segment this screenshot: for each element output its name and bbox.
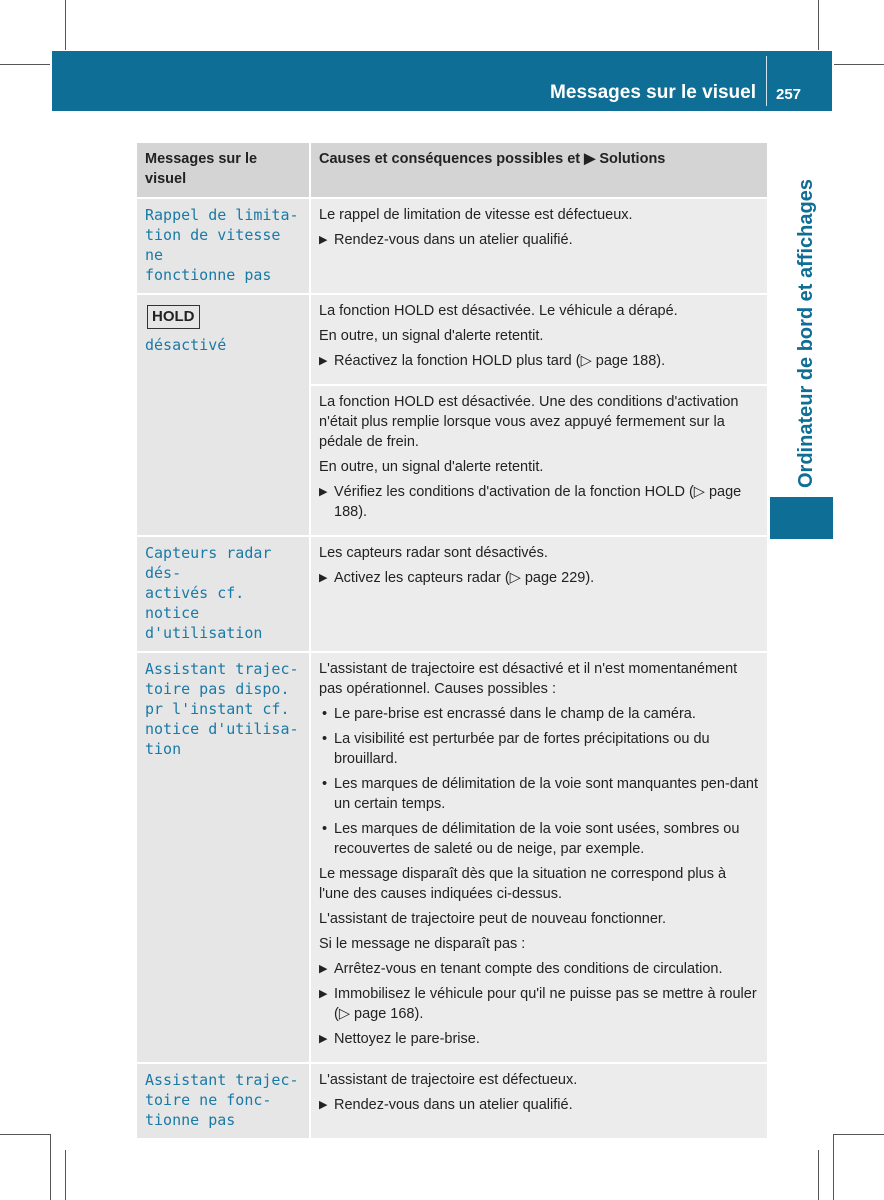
step-text: Immobilisez le véhicule pour qu'il ne puisse pas se mettre à rouler (▷ page 168). xyxy=(334,986,757,1022)
step-text: Les marques de délimitation de la voie sont manquantes pen-dant un certain temps. xyxy=(334,776,758,812)
chapter-tab-marker xyxy=(770,497,833,539)
display-message: désactivé xyxy=(145,336,227,354)
hold-indicator: HOLD xyxy=(147,305,200,329)
solution-step xyxy=(319,482,759,522)
table-row xyxy=(137,198,767,294)
step-text: Rendez-vous dans un atelier qualifié. xyxy=(334,232,573,248)
solution-step xyxy=(319,568,759,588)
step-text: Vérifiez les conditions d'activation de la fonction HOLD (▷ page 188). xyxy=(334,484,742,520)
cause-text: Le rappel de limitation de vitesse est défectueux. xyxy=(319,207,633,223)
table-header-row xyxy=(137,143,767,198)
cause-cell xyxy=(310,536,767,652)
cause-text: L'assistant de trajectoire est défectueux. xyxy=(319,1072,578,1088)
column-header-causes: Causes et conséquences possibles et ▶ Solutions xyxy=(310,143,767,198)
arrow-icon: ▶ xyxy=(319,988,328,1000)
arrow-icon: ▶ xyxy=(319,1099,328,1111)
cause-text: Les capteurs radar sont désactivés. xyxy=(319,545,548,561)
step-text: Réactivez la fonction HOLD plus tard (▷ page 188). xyxy=(334,353,666,369)
column-header-messages: Messages sur le visuel xyxy=(137,143,310,198)
cause-cell xyxy=(310,198,767,294)
message-cell xyxy=(137,652,310,1063)
bullet-icon: • xyxy=(322,776,328,792)
display-message: Capteurs radar dés- activés cf. notice d'utilisation xyxy=(145,544,272,642)
bullet-icon: • xyxy=(322,706,328,722)
cause-bullet xyxy=(319,704,759,724)
display-message: Rappel de limita- tion de vitesse ne fonctionne pas xyxy=(145,206,299,284)
solution-step xyxy=(319,984,759,1024)
step-text: Nettoyez le pare-brise. xyxy=(334,1031,480,1047)
arrow-icon: ▶ xyxy=(319,355,328,367)
crop-mark xyxy=(818,1150,819,1200)
step-text: Arrêtez-vous en tenant compte des conditions de circulation. xyxy=(334,961,723,977)
crop-mark xyxy=(833,1134,834,1200)
display-message: Assistant trajec- toire ne fonc- tionne pas xyxy=(145,1071,299,1129)
cause-text: L'assistant de trajectoire est désactivé et il n'est momentanément pas opérationnel. Causes possibles : xyxy=(319,661,738,697)
cause-text: En outre, un signal d'alerte retentit. xyxy=(319,459,544,475)
page-title: Messages sur le visuel xyxy=(550,82,756,103)
messages-table xyxy=(137,143,767,1140)
cause-bullet xyxy=(319,729,759,769)
cause-cell xyxy=(310,1063,767,1139)
cause-text: Si le message ne disparaît pas : xyxy=(319,936,526,952)
step-text: Les marques de délimitation de la voie sont usées, sombres ou recouvertes de saleté ou de neige, par exemple. xyxy=(334,821,740,857)
cause-bullet xyxy=(319,819,759,859)
chapter-tab-label: Ordinateur de bord et affichages xyxy=(795,179,817,488)
table-row xyxy=(137,294,767,385)
page-number: 257 xyxy=(776,86,802,103)
step-text: Le pare-brise est encrassé dans le champ de la caméra. xyxy=(334,706,696,722)
cause-text: La fonction HOLD est désactivée. Le véhicule a dérapé. xyxy=(319,303,678,319)
crop-mark xyxy=(834,1134,884,1135)
table-row xyxy=(137,536,767,652)
crop-mark xyxy=(818,0,819,50)
arrow-icon: ▶ xyxy=(319,1033,328,1045)
table-row xyxy=(137,652,767,1063)
cause-text: Le message disparaît dès que la situation ne correspond plus à l'une des causes indiquées ci-dessus. xyxy=(319,866,727,902)
crop-mark xyxy=(834,64,884,65)
cause-text: En outre, un signal d'alerte retentit. xyxy=(319,328,544,344)
bullet-icon: • xyxy=(322,821,328,837)
step-text: La visibilité est perturbée par de fortes précipitations ou du brouillard. xyxy=(334,731,710,767)
cause-text: La fonction HOLD est désactivée. Une des conditions d'activation n'était plus remplie lorsque vous avez appuyé fermement sur la pédale de frein. xyxy=(319,394,739,450)
message-cell xyxy=(137,1063,310,1139)
message-cell xyxy=(137,198,310,294)
solution-step xyxy=(319,351,759,371)
bullet-icon: • xyxy=(322,731,328,747)
cause-text: L'assistant de trajectoire peut de nouveau fonctionner. xyxy=(319,911,666,927)
arrow-icon: ▶ xyxy=(319,234,328,246)
solution-step xyxy=(319,959,759,979)
arrow-icon: ▶ xyxy=(319,572,328,584)
crop-mark xyxy=(65,1150,66,1200)
header-divider xyxy=(766,56,767,106)
crop-mark xyxy=(50,1134,51,1200)
message-cell xyxy=(137,294,310,536)
arrow-icon: ▶ xyxy=(319,963,328,975)
step-text: Rendez-vous dans un atelier qualifié. xyxy=(334,1097,573,1113)
display-message: Assistant trajec- toire pas dispo. pr l'instant cf. notice d'utilisa- tion xyxy=(145,660,299,758)
cause-cell xyxy=(310,294,767,385)
cause-bullet xyxy=(319,774,759,814)
message-cell xyxy=(137,536,310,652)
cause-cell xyxy=(310,652,767,1063)
crop-mark xyxy=(65,0,66,50)
cause-cell xyxy=(310,385,767,536)
solution-step xyxy=(319,1029,759,1049)
crop-mark xyxy=(0,64,50,65)
table-body xyxy=(137,198,767,1139)
table-row xyxy=(137,1063,767,1139)
step-text: Activez les capteurs radar (▷ page 229). xyxy=(334,570,595,586)
solution-step xyxy=(319,230,759,250)
crop-mark xyxy=(0,1134,50,1135)
solution-step xyxy=(319,1095,759,1115)
arrow-icon: ▶ xyxy=(319,486,328,498)
